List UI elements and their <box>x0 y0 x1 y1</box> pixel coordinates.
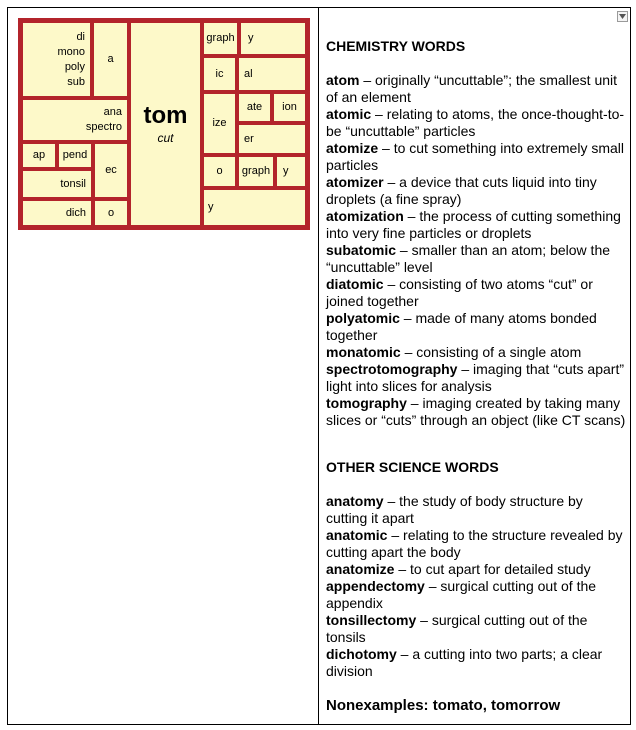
chemistry-entries <box>326 72 626 429</box>
column-divider <box>318 7 319 725</box>
morpheme-er-cell <box>237 123 307 155</box>
entry-def: – to cut something into extremely small particles <box>326 140 625 173</box>
entry-def: – imaging created by taking many slices or “cuts” through an object (like CT scans) <box>326 395 626 428</box>
morpheme-o-left: o <box>107 206 115 219</box>
entry <box>326 527 626 561</box>
prefix-sub: sub <box>67 75 85 88</box>
entry-term: dichotomy <box>326 646 397 662</box>
entry-term: diatomic <box>326 276 384 292</box>
morpheme-ic-cell <box>202 56 237 92</box>
prefix-poly: poly <box>64 60 85 73</box>
morpheme-pend: pend <box>62 149 88 161</box>
entry-term: atomic <box>326 106 372 122</box>
chemistry-heading: CHEMISTRY WORDS <box>326 38 466 54</box>
morpheme-er: er <box>244 132 254 145</box>
prefix-ana: ana <box>103 106 122 118</box>
prefix-stack-cell <box>21 21 92 98</box>
entry <box>326 72 626 106</box>
entry-def: – imaging that “cuts apart” light into slices for analysis <box>326 361 624 394</box>
entry-term: anatomic <box>326 527 388 543</box>
morpheme-ec-cell <box>93 142 129 199</box>
other-heading: OTHER SCIENCE WORDS <box>326 459 499 475</box>
entry-def: – the process of cutting something into very fine particles or droplets <box>326 208 621 241</box>
morpheme-graph-top-cell <box>202 21 239 56</box>
morpheme-o-right-cell <box>202 155 237 188</box>
entry-def: – a cutting into two parts; a clear division <box>326 646 603 679</box>
morpheme-grid <box>18 18 310 230</box>
entry <box>326 646 626 680</box>
entry <box>326 395 626 429</box>
entry <box>326 208 626 242</box>
morpheme-y-bottom: y <box>208 201 214 213</box>
entry <box>326 242 626 276</box>
entry-def: – consisting of a single atom <box>400 344 582 360</box>
entry-def: – relating to the structure revealed by cutting apart the body <box>326 527 623 560</box>
prefix-mono: mono <box>57 45 85 58</box>
ana-spectro-cell <box>21 98 129 142</box>
entry-term: atom <box>326 72 360 88</box>
entry <box>326 493 626 527</box>
entry-def: – smaller than an atom; below the “uncuttable” level <box>326 242 611 275</box>
morpheme-dich: dich <box>65 206 86 219</box>
morpheme-y-top: y <box>248 32 254 44</box>
morpheme-al: al <box>244 67 253 80</box>
morpheme-ap: ap <box>32 149 46 161</box>
entry <box>326 140 626 174</box>
morpheme-o-right: o <box>216 165 223 177</box>
entry <box>326 361 626 395</box>
root-word: tom <box>143 102 188 129</box>
entry-def: – made of many atoms bonded together <box>326 310 597 343</box>
entry-term: atomization <box>326 208 404 224</box>
morpheme-al-cell <box>237 56 307 92</box>
morpheme-graph-top: graph <box>206 32 235 44</box>
morpheme-ize: ize <box>212 117 227 129</box>
entry <box>326 106 626 140</box>
morpheme-dich-cell <box>21 199 93 227</box>
morpheme-graph-mid: graph <box>241 165 271 177</box>
entry-def: – surgical cutting out of the tonsils <box>326 612 588 645</box>
morpheme-ate: ate <box>246 101 263 113</box>
entry-def: – to cut apart for detailed study <box>394 561 591 577</box>
prefix-spectro: spectro <box>85 121 122 133</box>
entry <box>326 344 626 361</box>
morpheme-a-cell <box>92 21 129 98</box>
morpheme-ic: ic <box>215 67 224 80</box>
morpheme-y-top-cell <box>239 21 307 56</box>
morpheme-tonsil: tonsil <box>60 177 86 190</box>
morpheme-pend-cell <box>57 142 93 169</box>
root-cell <box>129 21 202 227</box>
morpheme-y-mid-cell <box>275 155 307 188</box>
entry-term: tonsillectomy <box>326 612 417 628</box>
entry-term: monatomic <box>326 344 401 360</box>
morpheme-o-left-cell <box>93 199 129 227</box>
entry-term: appendectomy <box>326 578 425 594</box>
entry-term: tomography <box>326 395 407 411</box>
entry <box>326 174 626 208</box>
entry-def: – consisting of two atoms “cut” or joined together <box>326 276 593 309</box>
entry-def: – surgical cutting out of the appendix <box>326 578 597 611</box>
entry-def: – a device that cuts liquid into tiny droplets (a fine spray) <box>326 174 597 207</box>
entry <box>326 612 626 646</box>
other-entries <box>326 493 626 680</box>
morpheme-ize-cell <box>202 92 237 155</box>
entry <box>326 276 626 310</box>
entry-def: – originally “uncuttable”; the smallest unit of an element <box>326 72 618 105</box>
nonexamples: Nonexamples: tomato, tomorrow <box>326 697 561 714</box>
morpheme-graph-mid-cell <box>237 155 275 188</box>
morpheme-y-mid: y <box>283 165 289 177</box>
morpheme-ion-cell <box>272 92 307 123</box>
entry-term: atomize <box>326 140 379 156</box>
entry <box>326 578 626 612</box>
entry-term: spectrotomography <box>326 361 458 377</box>
morpheme-tonsil-cell <box>21 169 93 199</box>
morpheme-ate-cell <box>237 92 272 123</box>
entry-def: – relating to atoms, the once-thought-to-be “uncuttable” particles <box>326 106 625 139</box>
prefix-di: di <box>76 30 85 43</box>
entry <box>326 310 626 344</box>
morpheme-ec: ec <box>105 164 117 176</box>
entry-term: polyatomic <box>326 310 400 326</box>
entry <box>326 561 626 578</box>
root-meaning: cut <box>157 131 174 145</box>
entry-term: subatomic <box>326 242 397 258</box>
morpheme-a: a <box>107 53 114 65</box>
word-list <box>326 38 626 715</box>
entry-def: – the study of body structure by cutting it apart <box>326 493 583 526</box>
morpheme-ion: ion <box>282 101 297 113</box>
morpheme-y-bottom-cell <box>202 188 307 227</box>
morpheme-ap-cell <box>21 142 57 169</box>
entry-term: anatomy <box>326 493 384 509</box>
entry-term: anatomize <box>326 561 395 577</box>
dropdown-arrow-icon[interactable] <box>617 11 628 22</box>
entry-term: atomizer <box>326 174 384 190</box>
